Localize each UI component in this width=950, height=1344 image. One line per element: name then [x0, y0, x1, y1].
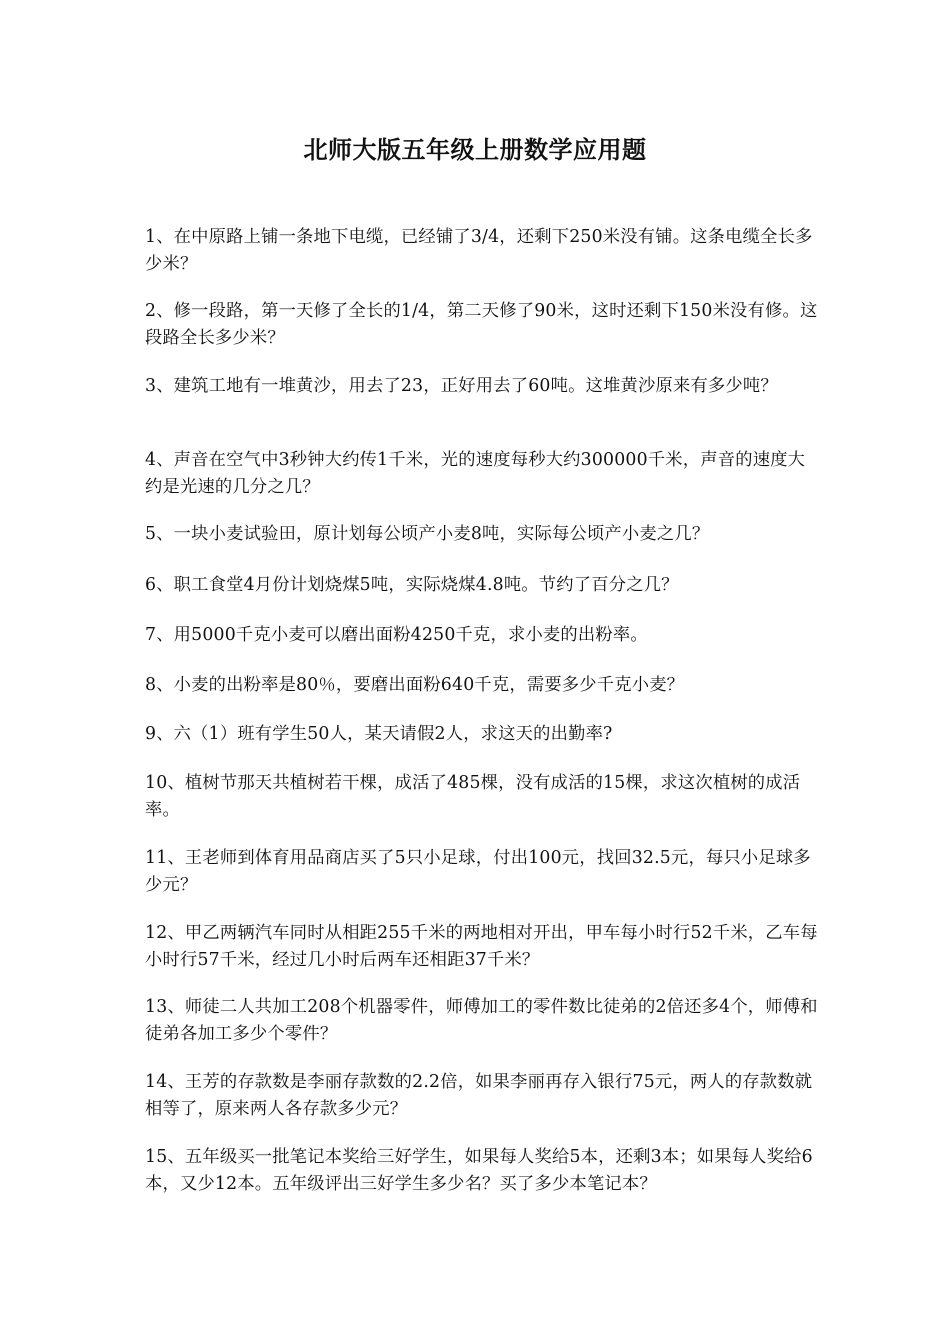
question-1: 1、在中原路上铺一条地下电缆，已经铺了3/4，还剩下250米没有铺。这条电缆全长多少米？ — [145, 227, 813, 274]
question-12: 12、甲乙两辆汽车同时从相距255千米的两地相对开出，甲车每小时行52千米，乙车每小时行57千米，经过几小时后两车还相距37千米？ — [145, 923, 818, 970]
question-14: 14、王芳的存款数是李丽存款数的2.2倍，如果李丽再存入银行75元，两人的存款数就相等了，原来两人各存款多少元？ — [145, 1072, 813, 1119]
page-title: 北师大版五年级上册数学应用题 — [303, 136, 647, 164]
question-4: 4、声音在空气中3秒钟大约传1千米，光的速度每秒大约300000千米，声音的速度大约是光速的几分之几？ — [145, 450, 806, 497]
question-15: 15、五年级买一批笔记本奖给三好学生，如果每人奖给5本，还剩3本；如果每人奖给6本，又少12本。五年级评出三好学生多少名？买了多少本笔记本？ — [145, 1147, 813, 1194]
question-7: 7、用5000千克小麦可以磨出面粉4250千克，求小麦的出粉率。 — [145, 625, 648, 645]
question-3: 3、建筑工地有一堆黄沙，用去了23，正好用去了60吨。这堆黄沙原来有多少吨？ — [145, 376, 778, 396]
question-6: 6、职工食堂4月份计划烧煤5吨，实际烧煤4.8吨。节约了百分之几？ — [145, 575, 679, 595]
question-9: 9、六（1）班有学生50人，某天请假2人，求这天的出勤率? — [145, 724, 613, 744]
question-2: 2、修一段路，第一天修了全长的1/4，第二天修了90米，这时还剩下150米没有修。这段路全长多少米？ — [145, 301, 818, 348]
question-5: 5、一块小麦试验田，原计划每公顷产小麦8吨，实际每公顷产小麦之几？ — [145, 524, 710, 544]
question-13: 13、师徒二人共加工208个机器零件，师傅加工的零件数比徒弟的2倍还多4个，师傅和徒弟各加工多少个零件？ — [145, 997, 818, 1044]
question-10: 10、植树节那天共植树若干棵，成活了485棵，没有成活的15棵，求这次植树的成活率。 — [145, 773, 801, 820]
question-11: 11、王老师到体育用品商店买了5只小足球，付出100元，找回32.5元，每只小足球多少元？ — [145, 848, 811, 895]
question-8: 8、小麦的出粉率是80％，要磨出面粉640千克，需要多少千克小麦？ — [145, 675, 685, 695]
